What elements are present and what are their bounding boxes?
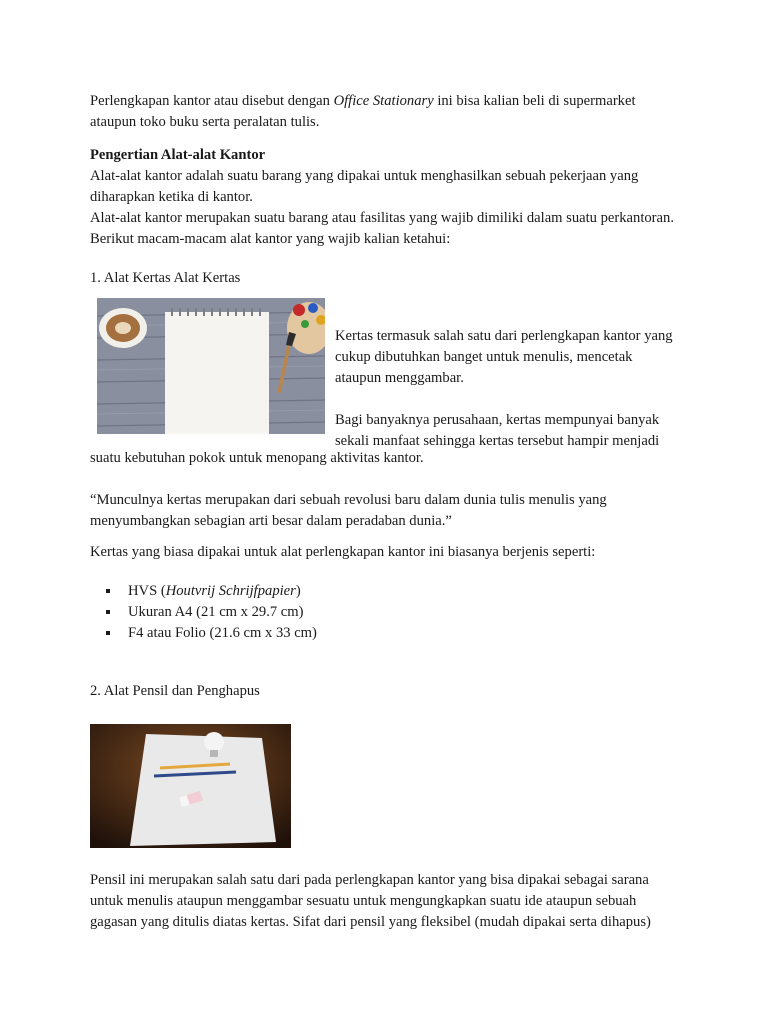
paper-quote: “Munculnya kertas merupakan dari sebuah revolusi baru dalam dunia tulis menulis yang menyumbangkan sebagian arti besar dalam peradaban dunia.” bbox=[90, 492, 607, 529]
intro-paragraph bbox=[90, 91, 680, 133]
paper-paragraph-2: Bagi banyaknya perusahaan, kertas mempunyai banyak sekali manfaat sehingga kertas tersebut hampir menjadi bbox=[335, 412, 660, 449]
definition-paragraph-2: Alat-alat kantor merupakan suatu barang atau fasilitas yang wajib dimiliki dalam suatu perkantoran. Berikut macam-macam alat kantor yang wajib kalian ketahui: bbox=[90, 210, 674, 247]
pencil-paragraph: Pensil ini merupakan salah satu dari pada perlengkapan kantor yang bisa dipakai sebagai sarana untuk menulis ataupun menggambar sesuatu untuk mengungkapkan suatu ide ataupun sebuah gagasan yang ditulis diatas kertas. Sifat dari pensil yang fleksibel (mudah dipakai serta dihapus) bbox=[90, 872, 651, 930]
list-item: F4 atau Folio (21.6 cm x 33 cm) bbox=[90, 623, 680, 644]
document-page bbox=[90, 91, 680, 930]
section-1-title: 1. Alat Kertas Alat Kertas bbox=[90, 270, 241, 286]
paper-paragraph-1: Kertas termasuk salah satu dari perlengkapan kantor yang cukup dibutuhkan banget untuk menulis, mencetak ataupun menggambar. bbox=[335, 328, 673, 386]
paper-types-list bbox=[90, 581, 680, 644]
bullet-icon bbox=[106, 589, 110, 593]
pencil-eraser-image bbox=[90, 724, 291, 848]
definition-paragraph-1: Alat-alat kantor adalah suatu barang yang dipakai untuk menghasilkan sebuah pekerjaan yang diharapkan ketika di kantor. bbox=[90, 168, 639, 205]
intro-text-end: ini bisa kalian beli di supermarket ataupun toko buku serta peralatan tulis. bbox=[90, 93, 636, 130]
paper-paragraph-2-end: suatu kebutuhan pokok untuk menopang aktivitas kantor. bbox=[90, 450, 424, 466]
definition-heading: Pengertian Alat-alat Kantor bbox=[90, 147, 266, 163]
list-item: Ukuran A4 (21 cm x 29.7 cm) bbox=[90, 602, 680, 623]
paper-details bbox=[90, 448, 680, 644]
intro-text: Perlengkapan kantor atau disebut dengan bbox=[90, 93, 334, 109]
bullet-icon bbox=[106, 610, 110, 614]
intro-italic-term: Office Stationary bbox=[333, 93, 434, 109]
bullet-icon bbox=[106, 631, 110, 635]
section-2-title: 2. Alat Pensil dan Penghapus bbox=[90, 683, 260, 699]
list-item: HVS (Houtvrij Schrijfpapier) bbox=[90, 581, 680, 602]
paper-description bbox=[335, 326, 680, 452]
paper-notebook-image bbox=[97, 298, 325, 434]
paper-types-intro: Kertas yang biasa dipakai untuk alat perlengkapan kantor ini biasanya berjenis seperti: bbox=[90, 544, 596, 560]
